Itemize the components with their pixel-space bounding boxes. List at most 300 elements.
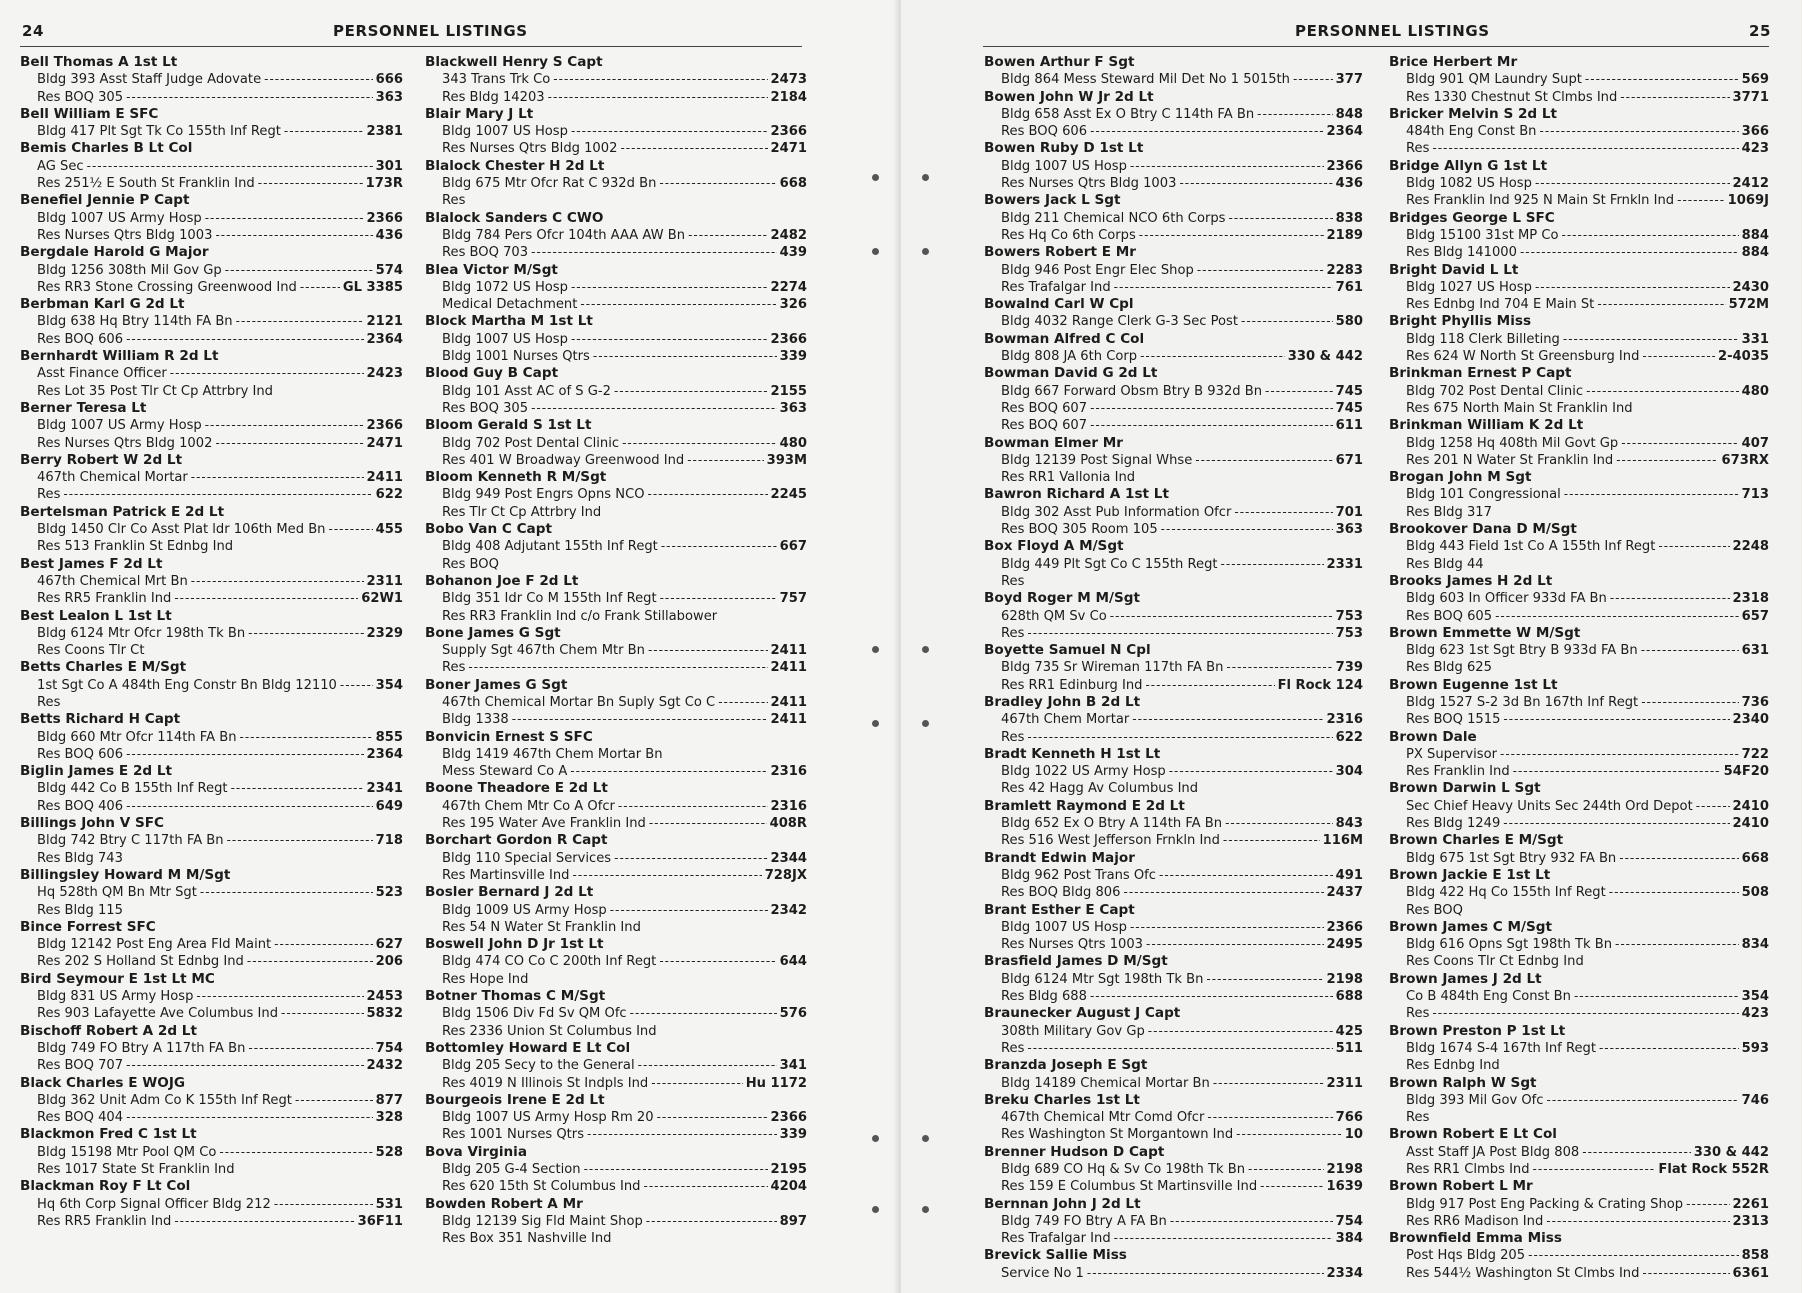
phone-number: 668 (1741, 850, 1769, 866)
right-page (901, 0, 1801, 1293)
leader-dashes (1260, 1178, 1323, 1195)
location-text: Bldg 110 Special Services (442, 850, 612, 866)
personnel-entry (984, 1057, 1363, 1092)
listing-line (20, 1005, 403, 1022)
listing-line (20, 435, 403, 452)
listing-line (1389, 1109, 1769, 1126)
leader-dashes (1615, 936, 1739, 953)
phone-number: 736 (1741, 694, 1769, 710)
location-text: Bldg 15198 Mtr Pool QM Co (37, 1144, 217, 1160)
listing-line (984, 417, 1363, 434)
location-text: Res 624 W North St Greensburg Ind (1406, 349, 1640, 365)
personnel-name: Braunecker August J Capt (984, 1005, 1181, 1022)
listing-line (984, 815, 1363, 832)
location-text: Bldg 205 G-4 Section (442, 1162, 581, 1177)
personnel-name: Bowen Ruby D 1st Lt (984, 140, 1144, 157)
phone-number: Fl Rock 124 (1277, 677, 1363, 693)
leader-dashes (1179, 175, 1332, 192)
location-text: Res 1017 State St Franklin Ind (37, 1162, 235, 1177)
leader-dashes (295, 1092, 373, 1109)
phone-number: 393M (766, 452, 807, 468)
personnel-name: Best Lealon L 1st Lt (20, 607, 172, 624)
personnel-entry (984, 694, 1363, 746)
location-text: Bldg 735 Sr Wireman 117th FA Bn (1001, 660, 1224, 676)
listing-line (425, 71, 807, 88)
phone-number: 2366 (770, 331, 807, 347)
leader-dashes (580, 296, 776, 313)
personnel-entry (984, 435, 1363, 487)
location-text: Res 513 Franklin St Ednbg Ind (37, 539, 234, 555)
leader-dashes (274, 1196, 373, 1213)
personnel-name: Brown Eugenne 1st Lt (1389, 676, 1558, 693)
personnel-entry (1389, 1023, 1769, 1075)
leader-dashes (1642, 1265, 1729, 1282)
listing-line (1389, 815, 1769, 832)
leader-dashes (1140, 348, 1285, 365)
listing-line (20, 1109, 403, 1126)
listing-line (425, 590, 807, 607)
phone-number: 384 (1335, 1231, 1363, 1247)
location-text: Bldg 205 Secy to the General (442, 1058, 635, 1074)
leader-dashes (1546, 1092, 1738, 1109)
listing-line (425, 296, 807, 313)
personnel-entry (20, 867, 403, 919)
personnel-entry (20, 556, 403, 608)
phone-number: 366 (1741, 124, 1769, 140)
location-text: Bldg 1007 US Hosp (442, 331, 568, 347)
leader-dashes (258, 175, 363, 192)
leader-dashes (648, 486, 768, 503)
location-text: Res BOQ 607 (1001, 400, 1088, 416)
personnel-entry (20, 763, 403, 815)
personnel-name: Bird Seymour E 1st Lt MC (20, 970, 215, 987)
listing-line (20, 417, 403, 434)
leader-dashes (1432, 140, 1738, 157)
listing-line (425, 642, 807, 659)
personnel-name: Brown Jackie E 1st Lt (1389, 866, 1551, 883)
location-text: Bldg 1007 US Army Hosp (37, 418, 202, 434)
phone-number: 2316 (770, 798, 807, 814)
phone-number: 739 (1335, 660, 1363, 676)
listing-line (1389, 452, 1769, 469)
leader-dashes (1090, 123, 1323, 140)
phone-number: 330 & 442 (1287, 349, 1363, 365)
listing-line (20, 331, 403, 348)
listing-line (1389, 1247, 1769, 1264)
listing-line (984, 106, 1363, 123)
location-text: Bldg 474 CO Co C 200th Inf Regt (442, 954, 657, 970)
personnel-name: Bowden Robert A Mr (425, 1195, 583, 1212)
personnel-name: Bowers Jack L Sgt (984, 192, 1121, 209)
location-text: Res 620 15th St Columbus Ind (442, 1179, 641, 1195)
personnel-name: Bowman Alfred C Col (984, 330, 1145, 347)
listing-line (984, 677, 1363, 694)
location-text: Bldg 638 Hq Btry 114th FA Bn (37, 314, 233, 330)
personnel-entry (425, 106, 807, 158)
left-page (0, 0, 900, 1293)
phone-number: 491 (1335, 867, 1363, 883)
personnel-name: Bohanon Joe F 2d Lt (425, 572, 579, 589)
listing-line (1389, 296, 1769, 313)
personnel-name: Brown Darwin L Sgt (1389, 780, 1541, 797)
listing-line (425, 902, 807, 919)
leader-dashes (1241, 313, 1333, 330)
listing-line (1389, 850, 1769, 867)
personnel-name: Brown Emmette W M/Sgt (1389, 624, 1581, 641)
location-text: Res Box 351 Nashville Ind (442, 1231, 612, 1247)
location-text: Res Trafalgar Ind (1001, 1231, 1111, 1247)
leader-dashes (548, 89, 768, 106)
leader-dashes (1610, 590, 1730, 607)
listing-line (1389, 1196, 1769, 1213)
phone-number: 1069J (1727, 193, 1769, 209)
location-text: Bldg 101 Congressional (1406, 487, 1561, 503)
location-text: Bldg 901 QM Laundry Supt (1406, 72, 1582, 88)
personnel-name: Boner James G Sgt (425, 676, 568, 693)
listing-line (1389, 192, 1769, 209)
listing-line (20, 902, 403, 919)
listing-line (20, 746, 403, 763)
phone-number: 722 (1741, 746, 1769, 762)
leader-dashes (1139, 227, 1324, 244)
leader-dashes (1197, 262, 1324, 279)
listing-line (1389, 1057, 1769, 1074)
personnel-name: Billings John V SFC (20, 815, 165, 832)
personnel-name: Brown Charles E M/Sgt (1389, 832, 1564, 849)
listing-line (425, 279, 807, 296)
phone-number: 572M (1728, 297, 1769, 313)
location-text: Res Nurses Qtrs Bldg 1003 (37, 227, 213, 243)
leader-dashes (1123, 884, 1323, 901)
phone-number: 436 (375, 227, 403, 243)
phone-number: 2283 (1326, 262, 1363, 278)
leader-dashes (1195, 452, 1332, 469)
leader-dashes (620, 140, 767, 157)
listing-line (1389, 884, 1769, 901)
leader-dashes (553, 71, 767, 88)
personnel-name: Blalock Chester H 2d Lt (425, 157, 605, 174)
leader-dashes (1619, 850, 1738, 867)
personnel-entry (425, 1196, 807, 1248)
listing-line (425, 348, 807, 365)
listing-line (425, 711, 807, 728)
leader-dashes (328, 521, 372, 538)
personnel-entry (20, 348, 403, 400)
location-text: Hq 528th QM Bn Mtr Sgt (37, 885, 197, 901)
location-text: Bldg 689 CO Hq & Sv Co 198th Tk Bn (1001, 1162, 1246, 1177)
listing-line (1389, 71, 1769, 88)
location-text: Res Bldg 141000 (1406, 245, 1517, 261)
personnel-entry (425, 884, 807, 936)
leader-dashes (196, 988, 363, 1005)
location-text: Bldg 15100 31st MP Co (1406, 227, 1559, 243)
location-text: Bldg 702 Post Dental Clinic (1406, 383, 1584, 399)
personnel-entry (984, 850, 1363, 902)
location-text: 1st Sgt Co A 484th Eng Constr Bn Bldg 12110 (37, 677, 337, 693)
leader-dashes (1500, 746, 1739, 763)
location-text: Res Bldg 743 (37, 850, 123, 866)
listing-line (984, 469, 1363, 486)
location-text: Bldg 443 Field 1st Co A 155th Inf Regt (1406, 539, 1656, 555)
binding-hole (872, 248, 879, 255)
location-text: Res RR5 Franklin Ind (37, 591, 172, 607)
location-text: Res Hq Co 6th Corps (1001, 227, 1136, 243)
listing-line (425, 1161, 807, 1178)
location-text: Res BOQ 305 (37, 89, 124, 105)
leader-dashes (63, 486, 372, 503)
listing-line (425, 435, 807, 452)
right-column-1 (984, 54, 1363, 1282)
phone-number: 761 (1335, 279, 1363, 295)
location-text: Res 903 Lafayette Ave Columbus Ind (37, 1006, 279, 1022)
personnel-entry (984, 296, 1363, 331)
location-text: Res BOQ 406 (37, 798, 124, 814)
personnel-entry (984, 244, 1363, 296)
listing-line (20, 780, 403, 797)
location-text: Res Washington St Morgantown Ind (1001, 1127, 1234, 1143)
phone-number: 339 (779, 1127, 807, 1143)
phone-number: 2471 (366, 435, 403, 451)
phone-number: 54F20 (1723, 764, 1769, 780)
personnel-name: Bradley John B 2d Lt (984, 693, 1141, 710)
listing-line (1389, 763, 1769, 780)
phone-number: 631 (1741, 643, 1769, 659)
personnel-entry (984, 1092, 1363, 1144)
phone-number: 173R (365, 176, 403, 192)
personnel-name: Box Floyd A M/Sgt (984, 538, 1124, 555)
leader-dashes (284, 123, 364, 140)
listing-line (984, 1161, 1363, 1178)
listing-line (20, 953, 403, 970)
personnel-entry (1389, 210, 1769, 262)
listing-line (984, 158, 1363, 175)
personnel-entry (425, 625, 807, 677)
personnel-name: Brice Herbert Mr (1389, 54, 1518, 70)
personnel-entry (984, 746, 1363, 798)
leader-dashes (573, 867, 762, 884)
leader-dashes (1563, 331, 1739, 348)
right-column-2 (1389, 54, 1769, 1282)
leader-dashes (1226, 659, 1332, 676)
phone-number: 671 (1335, 452, 1363, 468)
leader-dashes (1027, 625, 1332, 642)
leader-dashes (1495, 608, 1739, 625)
personnel-name: Betts Charles E M/Sgt (20, 659, 187, 676)
listing-line (984, 1040, 1363, 1057)
location-text: Res BOQ Bldg 806 (1001, 885, 1121, 901)
leader-dashes (1090, 400, 1333, 417)
phone-number: 2411 (770, 660, 807, 676)
listing-line (425, 798, 807, 815)
location-text: Bldg 658 Asst Ex O Btry C 114th FA Bn (1001, 106, 1255, 122)
leader-dashes (1641, 642, 1739, 659)
listing-line (425, 867, 807, 884)
leader-dashes (1696, 798, 1730, 815)
personnel-entry (1389, 780, 1769, 832)
listing-line (984, 1126, 1363, 1143)
location-text: Supply Sgt 467th Chem Mtr Bn (442, 643, 645, 659)
listing-line (425, 1178, 807, 1195)
personnel-name: Bridge Allyn G 1st Lt (1389, 157, 1548, 174)
listing-line (984, 313, 1363, 330)
listing-line (20, 798, 403, 815)
listing-line (425, 400, 807, 417)
listing-line (1389, 1092, 1769, 1109)
leader-dashes (1620, 89, 1729, 106)
personnel-name: Bright David L Lt (1389, 261, 1519, 278)
location-text: Res BOQ 1515 (1406, 712, 1501, 728)
location-text: Res BOQ 606 (37, 331, 124, 347)
listing-line (20, 1040, 403, 1057)
leader-dashes (200, 884, 373, 901)
leader-dashes (646, 1213, 777, 1230)
location-text: Bldg 675 Mtr Ofcr Rat C 932d Bn (442, 176, 657, 192)
leader-dashes (1585, 71, 1739, 88)
personnel-name: Bosler Bernard J 2d Lt (425, 884, 594, 901)
personnel-entry (425, 469, 807, 521)
location-text: Res RR3 Stone Crossing Greenwood Ind (37, 279, 297, 295)
leader-dashes (1090, 988, 1333, 1005)
phone-number: 341 (779, 1058, 807, 1074)
phone-number: 593 (1741, 1040, 1769, 1056)
phone-number: 766 (1335, 1110, 1363, 1126)
listing-line (20, 383, 403, 400)
leader-dashes (593, 348, 777, 365)
phone-number: 2432 (366, 1058, 403, 1074)
listing-line (1389, 590, 1769, 607)
leader-dashes (1562, 227, 1739, 244)
location-text: Res RR1 Clmbs Ind (1406, 1162, 1530, 1177)
personnel-entry (984, 538, 1363, 590)
leader-dashes (687, 452, 763, 469)
personnel-entry (20, 192, 403, 244)
location-text: Res Bldg 317 (1406, 504, 1492, 520)
phone-number: 753 (1335, 608, 1363, 624)
listing-line (425, 850, 807, 867)
personnel-name: Brown Ralph W Sgt (1389, 1074, 1537, 1091)
binding-hole (872, 174, 879, 181)
location-text: Bldg 831 US Army Hosp (37, 989, 194, 1005)
phone-number: 2482 (770, 227, 807, 243)
personnel-entry (20, 919, 403, 971)
location-text: Bldg 12139 Sig Fld Maint Shop (442, 1213, 643, 1229)
personnel-name: Brown James J 2d Lt (1389, 970, 1542, 987)
leader-dashes (659, 175, 776, 192)
phone-number: 2423 (366, 366, 403, 382)
personnel-name: Bourgeois Irene E 2d Lt (425, 1091, 605, 1108)
listing-line (984, 383, 1363, 400)
leader-dashes (1528, 1247, 1739, 1264)
personnel-entry (20, 1178, 403, 1230)
personnel-entry (1389, 54, 1769, 106)
personnel-name: Bell William E SFC (20, 105, 159, 122)
listing-line (20, 694, 403, 711)
listing-line (20, 279, 403, 296)
leader-dashes (1574, 988, 1739, 1005)
personnel-entry (984, 140, 1363, 192)
location-text: Bldg 417 Plt Sgt Tk Co 155th Inf Regt (37, 124, 281, 140)
location-text: Bldg 302 Asst Pub Information Ofcr (1001, 504, 1232, 520)
personnel-entry (425, 521, 807, 573)
personnel-entry (425, 158, 807, 210)
listing-line (984, 832, 1363, 849)
leader-dashes (571, 331, 768, 348)
listing-line (1389, 953, 1769, 970)
leader-dashes (1090, 417, 1333, 434)
listing-line (20, 729, 403, 746)
location-text: Res RR3 Franklin Ind c/o Frank Stillabower (442, 608, 718, 624)
personnel-name: Boyd Roger M M/Sgt (984, 590, 1140, 607)
location-text: Bldg 1450 Clr Co Asst Plat ldr 106th Med Bn (37, 522, 326, 538)
phone-number: 2366 (770, 124, 807, 140)
page-header: PERSONNEL LISTINGS (1295, 22, 1490, 40)
location-text: Service No 1 (1001, 1265, 1084, 1281)
leader-dashes (1213, 1075, 1324, 1092)
phone-number: 2366 (1326, 158, 1363, 174)
listing-line (20, 469, 403, 486)
listing-line (20, 1057, 403, 1074)
listing-line (425, 1023, 807, 1040)
leader-dashes (300, 279, 340, 296)
personnel-name: Betts Richard H Capt (20, 711, 181, 728)
leader-dashes (1234, 504, 1332, 521)
leader-dashes (643, 1178, 767, 1195)
personnel-entry (425, 780, 807, 832)
location-text: AG Sec (37, 158, 84, 174)
location-text: Bldg 449 Plt Sgt Co C 155th Regt (1001, 556, 1218, 572)
leader-dashes (1535, 175, 1730, 192)
phone-number: 363 (1335, 522, 1363, 538)
phone-number: 62W1 (361, 591, 403, 607)
personnel-name: Bowen Arthur F Sgt (984, 54, 1135, 70)
phone-number: 2334 (1326, 1265, 1363, 1281)
listing-line (984, 1075, 1363, 1092)
leader-dashes (215, 435, 363, 452)
listing-line (20, 1144, 403, 1161)
phone-number: 838 (1335, 210, 1363, 226)
leader-dashes (531, 244, 777, 261)
listing-line (425, 192, 807, 209)
listing-line (984, 573, 1363, 590)
phone-number: 897 (779, 1213, 807, 1229)
binding-hole (872, 720, 879, 727)
phone-number: 673RX (1721, 452, 1769, 468)
binding-hole (872, 1206, 879, 1213)
listing-line (20, 175, 403, 192)
location-text: Asst Finance Officer (37, 366, 167, 382)
personnel-name: Blalock Sanders C CWO (425, 209, 604, 226)
location-text: Bldg 1007 US Army Hosp (37, 210, 202, 226)
listing-line (20, 521, 403, 538)
location-text: Res 1001 Nurses Qtrs (442, 1127, 585, 1143)
phone-number: 668 (779, 176, 807, 192)
location-text: Bldg 1007 US Army Hosp Rm 20 (442, 1110, 654, 1126)
leader-dashes (1586, 383, 1739, 400)
location-text: 484th Eng Const Bn (1406, 124, 1537, 140)
leader-dashes (630, 1005, 777, 1022)
listing-line (425, 89, 807, 106)
personnel-name: Bowman Elmer Mr (984, 434, 1124, 451)
personnel-name: Bridges George L SFC (1389, 209, 1555, 226)
listing-line (1389, 486, 1769, 503)
listing-line (984, 175, 1363, 192)
phone-number: 718 (375, 833, 403, 849)
personnel-name: Brown Robert L Mr (1389, 1178, 1533, 1195)
header-rule (20, 46, 802, 47)
leader-dashes (1520, 244, 1739, 261)
leader-dashes (174, 1213, 354, 1230)
phone-number: 116M (1322, 833, 1363, 849)
